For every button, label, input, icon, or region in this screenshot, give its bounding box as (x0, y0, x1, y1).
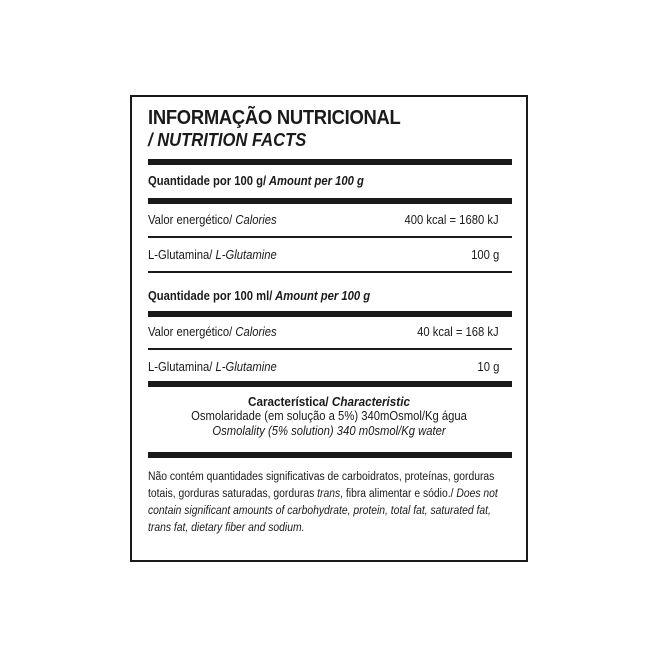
footnote-pt: Não contém quantidades significativas de carboidratos, proteínas, gorduras totais, gorduras saturadas, gorduras (148, 471, 495, 500)
section2-row-glutamine-label (148, 360, 277, 374)
label-title: INFORMAÇÃO NUTRICIONAL (148, 107, 401, 129)
footnote-pt-end: , fibra alimentar e sódio./ (340, 488, 454, 500)
section1-row-glutamine-value: 100 g (470, 248, 499, 262)
row-label-pt: L-Glutamina/ (148, 360, 213, 374)
divider-thin (148, 271, 512, 273)
osmolarity-pt: Osmolaridade (em solução a 5%) 340mOsmol/Kg água (191, 409, 467, 423)
footnote (148, 469, 499, 537)
row-label-en: L-Glutamine (212, 248, 277, 262)
divider-thin (148, 348, 512, 350)
osmolality-en: Osmolality (5% solution) 340 m0smol/Kg water (212, 424, 446, 438)
row-label-pt: Valor energético/ (148, 325, 233, 339)
nutrition-facts-panel (130, 95, 528, 562)
section1-row-calories-value: 400 kcal = 1680 kJ (404, 213, 499, 227)
divider-thick (148, 198, 512, 204)
row-label-en: Calories (232, 213, 277, 227)
footnote-pt-trans: trans (317, 488, 341, 500)
row-label-en: L-Glutamine (212, 360, 277, 374)
section2-row-calories-label (148, 325, 277, 339)
section2-heading-pt: Quantidade por 100 ml/ (148, 289, 273, 303)
characteristic-block (132, 394, 526, 439)
section1-heading (148, 174, 364, 188)
divider-thin (148, 236, 512, 238)
section1-heading-en: Amount per 100 g (266, 174, 364, 188)
row-label-pt: L-Glutamina/ (148, 248, 213, 262)
section1-row-calories-label (148, 213, 277, 227)
section2-row-calories-value: 40 kcal = 168 kJ (417, 325, 499, 339)
section1-row-glutamine-label (148, 248, 277, 262)
row-label-pt: Valor energético/ (148, 213, 233, 227)
footnote-en: Does not contain significant amounts of carbohydrate, protein, total fat, saturated fat, trans fat, dietary fiber and sodium. (148, 488, 498, 534)
section1-heading-pt: Quantidade por 100 g/ (148, 174, 267, 188)
section2-row-glutamine-value: 10 g (477, 360, 499, 374)
row-label-en: Calories (232, 325, 277, 339)
divider-thick (148, 159, 512, 165)
section2-heading-en: Amount per 100 g (272, 289, 371, 303)
characteristic-title (152, 394, 507, 409)
divider-thick (148, 381, 512, 387)
section2-heading (148, 289, 370, 303)
characteristic-title-pt: Característica/ (248, 394, 329, 409)
label-subtitle: / NUTRITION FACTS (148, 130, 307, 150)
characteristic-title-en: Characteristic (328, 394, 410, 409)
divider-thick (148, 452, 512, 458)
divider-thick (148, 311, 512, 317)
